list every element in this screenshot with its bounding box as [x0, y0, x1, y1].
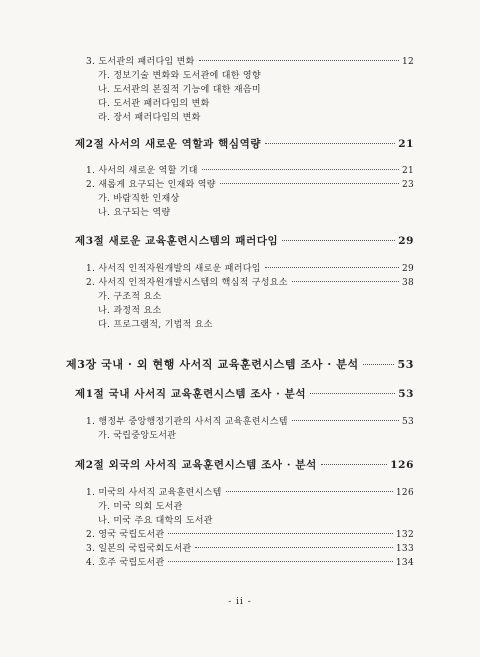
chapter-title: 제3장 국내 · 외 현행 사서직 교육훈련시스템 조사 · 분석 — [66, 358, 359, 371]
toc-entry — [86, 489, 414, 498]
entry-title: 3. 일본의 국립국회도서관 — [86, 544, 192, 554]
page-footer: - ii - — [228, 597, 252, 607]
page-number: 126 — [395, 488, 414, 498]
dot-leader — [168, 561, 392, 562]
dot-leader — [292, 281, 399, 282]
page-number: 133 — [395, 544, 414, 554]
toc-entry — [86, 181, 414, 190]
toc-subentry: 라. 장서 패러다임의 변화 — [98, 113, 201, 123]
toc-subentry: 가. 구조적 요소 — [98, 292, 162, 302]
page-number: 12 — [401, 57, 414, 67]
entry-title: 1. 사서의 새로운 역할 기대 — [86, 166, 198, 176]
toc-entry — [86, 418, 414, 427]
entry-title: 1. 사서직 인적자원개발의 새로운 패러다임 — [86, 264, 261, 274]
entry-title: 4. 호주 국립도서관 — [86, 558, 165, 568]
entry-title: 2. 영국 국립도서관 — [86, 530, 165, 540]
toc-section — [75, 389, 414, 400]
dot-leader — [265, 143, 395, 144]
page-number: 21 — [398, 138, 414, 150]
toc-subentry: 나. 과정적 요소 — [98, 306, 162, 316]
toc-subentry: 다. 프로그램적, 기법적 요소 — [98, 320, 213, 330]
page-number: 53 — [401, 417, 414, 427]
entry-title: 2. 사서직 인적자원개발시스템의 핵심적 구성요소 — [86, 278, 288, 288]
toc-subentry: 가. 국립중앙도서관 — [98, 431, 177, 441]
page-number: 29 — [398, 235, 414, 247]
dot-leader — [202, 169, 399, 170]
dot-leader — [321, 464, 387, 465]
page-number: 53 — [397, 358, 414, 371]
page-number: 38 — [401, 278, 414, 288]
page-number: 53 — [398, 388, 414, 400]
toc-subentry: 가. 미국 의회 도서관 — [98, 502, 183, 512]
section-title: 제1절 국내 사서직 교육훈련시스템 조사 · 분석 — [75, 388, 307, 400]
toc-section — [75, 236, 414, 247]
page-number: 29 — [401, 264, 414, 274]
toc-entry — [86, 545, 414, 554]
toc-entry — [86, 167, 414, 176]
dot-leader — [265, 267, 399, 268]
page-number: 21 — [401, 166, 414, 176]
entry-title: 1. 미국의 사서직 교육훈련시스템 — [86, 488, 222, 498]
entry-title: 1. 행정부 중앙행정기관의 사서직 교육훈련시스템 — [86, 417, 288, 427]
toc-subentry: 나. 미국 주요 대학의 도서관 — [98, 516, 213, 526]
dot-leader — [363, 364, 395, 365]
page-number: 126 — [390, 459, 414, 471]
dot-leader — [168, 533, 392, 534]
entry-title: 2. 새롭게 요구되는 인재와 역량 — [86, 180, 216, 190]
toc-entry — [86, 279, 414, 288]
page-number: 23 — [401, 180, 414, 190]
dot-leader — [282, 240, 395, 241]
dot-leader — [292, 420, 399, 421]
toc-chapter — [66, 359, 414, 370]
toc-entry — [86, 559, 414, 568]
toc-entry — [86, 58, 414, 67]
toc-subentry: 나. 도서관의 본질적 기능에 대한 재음미 — [98, 85, 261, 95]
toc-subentry: 가. 바람직한 인재상 — [98, 194, 180, 204]
dot-leader — [199, 60, 399, 61]
toc-section — [75, 460, 414, 471]
entry-title: 3. 도서관의 패러다임 변화 — [86, 57, 195, 67]
toc-subentry: 나. 요구되는 역량 — [98, 208, 171, 218]
page-number: 132 — [395, 530, 414, 540]
toc-entry — [86, 531, 414, 540]
dot-leader — [226, 491, 393, 492]
toc-subentry: 가. 정보기술 변화와 도서관에 대한 영향 — [98, 71, 261, 81]
dot-leader — [310, 393, 395, 394]
dot-leader — [220, 183, 399, 184]
section-title: 제2절 외국의 사서직 교육훈련시스템 조사 · 분석 — [75, 459, 317, 471]
dot-leader — [195, 547, 392, 548]
toc-entry — [86, 265, 414, 274]
toc-section — [75, 139, 414, 150]
page-number: 134 — [395, 558, 414, 568]
toc-subentry: 다. 도서관 패러다임의 변화 — [98, 99, 210, 109]
section-title: 제2절 사서의 새로운 역할과 핵심역량 — [75, 138, 262, 150]
section-title: 제3절 새로운 교육훈련시스템의 패러다임 — [75, 235, 279, 247]
